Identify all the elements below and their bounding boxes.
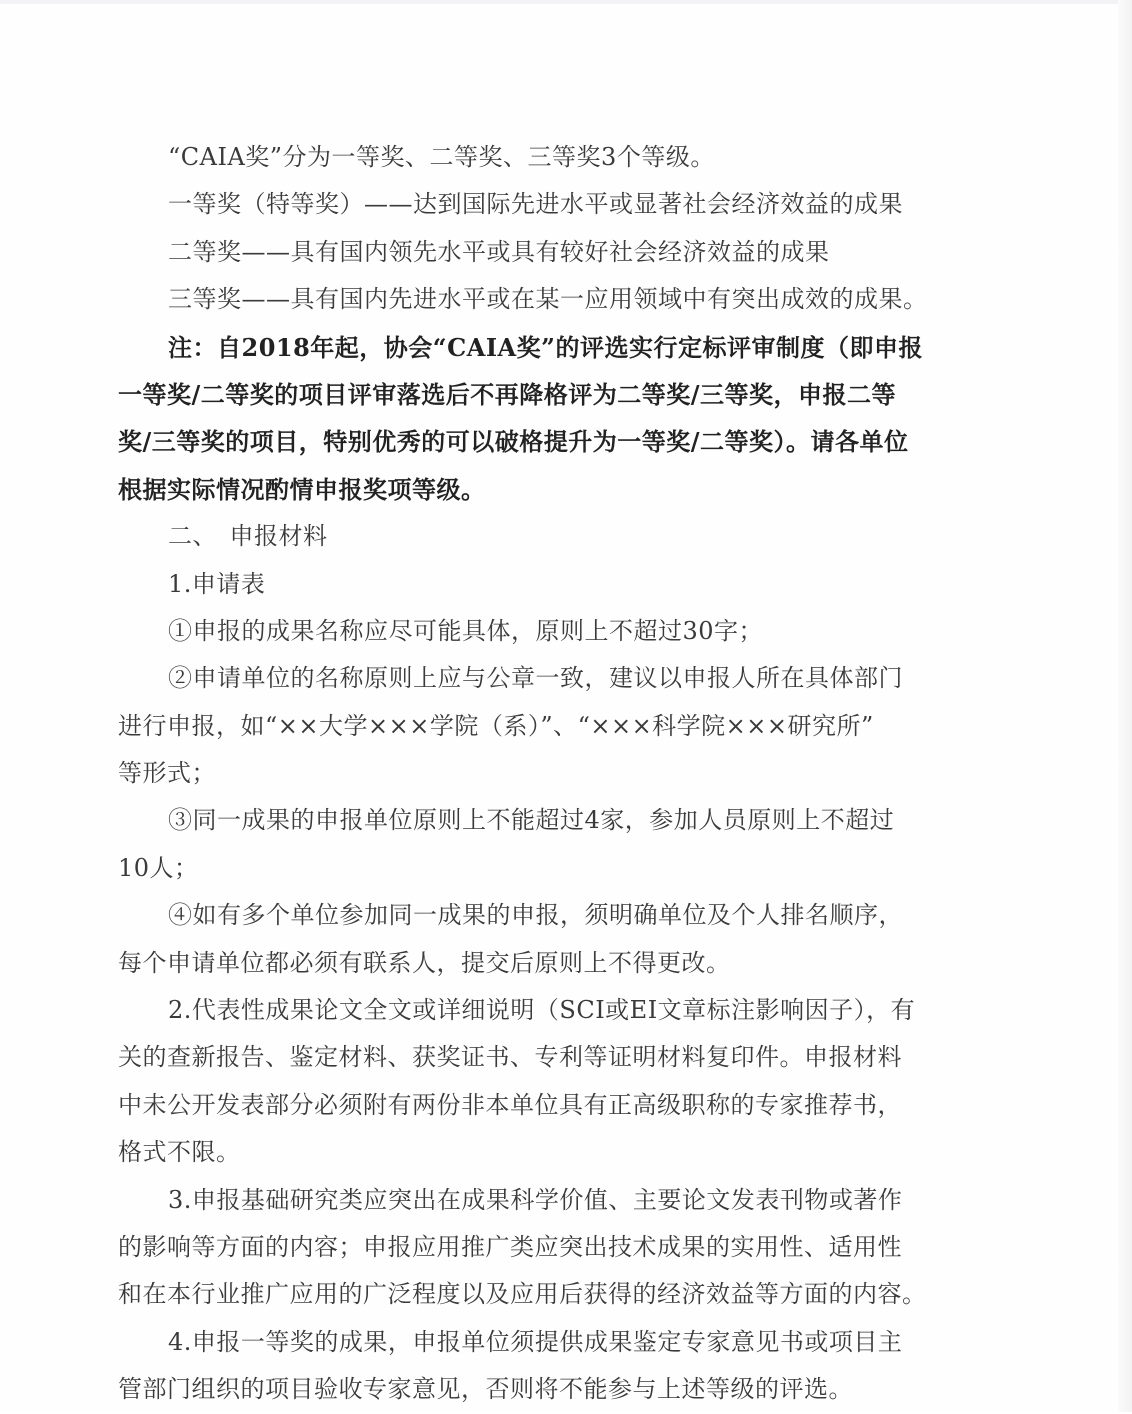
sub-item-1: ①申报的成果名称应尽可能具体，原则上不超过30字； <box>168 616 764 645</box>
item-3-line-1: 3.申报基础研究类应突出在成果科学价值、主要论文发表刊物或著作 <box>168 1185 903 1214</box>
item-1-application-form: 1.申请表 <box>168 569 266 598</box>
second-prize-definition: 二等奖——具有国内领先水平或具有较好社会经济效益的成果 <box>168 237 830 266</box>
note-line-2: 一等奖/二等奖的项目评审落选后不再降格评为二等奖/三等奖，申报二等 <box>118 379 897 409</box>
section-heading-materials: 二、 申报材料 <box>168 522 328 551</box>
document-body <box>118 134 978 1414</box>
sub-item-2-line-1: ②申请单位的名称原则上应与公章一致，建议以申报人所在具体部门 <box>168 664 903 693</box>
sub-item-2-line-3: 等形式； <box>118 759 216 788</box>
item-2-line-3: 中未公开发表部分必须附有两份非本单位具有正高级职称的专家推荐书， <box>118 1090 902 1119</box>
item-2-line-1: 2.代表性成果论文全文或详细说明（SCI或EI文章标注影响因子），有 <box>168 996 916 1025</box>
third-prize-definition: 三等奖——具有国内先进水平或在某一应用领域中有突出成效的成果。 <box>168 285 928 314</box>
scan-right-edge <box>1118 0 1132 1412</box>
sub-item-3-line-1: ③同一成果的申报单位原则上不能超过4家，参加人员原则上不超过 <box>168 806 895 835</box>
note-line-3: 奖/三等奖的项目，特别优秀的可以破格提升为一等奖/二等奖）。请各单位 <box>118 427 909 457</box>
item-2-line-4: 格式不限。 <box>118 1138 241 1167</box>
note-line-4: 根据实际情况酌情申报奖项等级。 <box>118 474 486 504</box>
sub-item-4-line-1: ④如有多个单位参加同一成果的申报，须明确单位及个人排名顺序， <box>168 901 903 930</box>
first-prize-definition: 一等奖（特等奖）——达到国际先进水平或显著社会经济效益的成果 <box>168 190 903 219</box>
item-3-line-3: 和在本行业推广应用的广泛程度以及应用后获得的经济效益等方面的内容。 <box>118 1280 927 1309</box>
scan-top-edge <box>0 0 1132 4</box>
item-3-line-2: 的影响等方面的内容；申报应用推广类应突出技术成果的实用性、适用性 <box>118 1232 902 1261</box>
item-4-line-1: 4.申报一等奖的成果，申报单位须提供成果鉴定专家意见书或项目主 <box>168 1327 903 1356</box>
note-line-1: 注：自2018年起，协会“CAIA奖”的评选实行定标评审制度（即申报 <box>168 332 923 362</box>
sub-item-3-line-2: 10人； <box>118 853 199 882</box>
item-4-line-2: 管部门组织的项目验收专家意见，否则将不能参与上述等级的评选。 <box>118 1375 853 1404</box>
item-2-line-2: 关的查新报告、鉴定材料、获奖证书、专利等证明材料复印件。申报材料 <box>118 1043 902 1072</box>
sub-item-2-line-2: 进行申报，如“××大学×××学院（系）”、“×××科学院×××研究所” <box>118 711 874 740</box>
sub-item-4-line-2: 每个申请单位都必须有联系人，提交后原则上不得更改。 <box>118 948 731 977</box>
award-levels-intro: “CAIA奖”分为一等奖、二等奖、三等奖3个等级。 <box>168 143 715 171</box>
